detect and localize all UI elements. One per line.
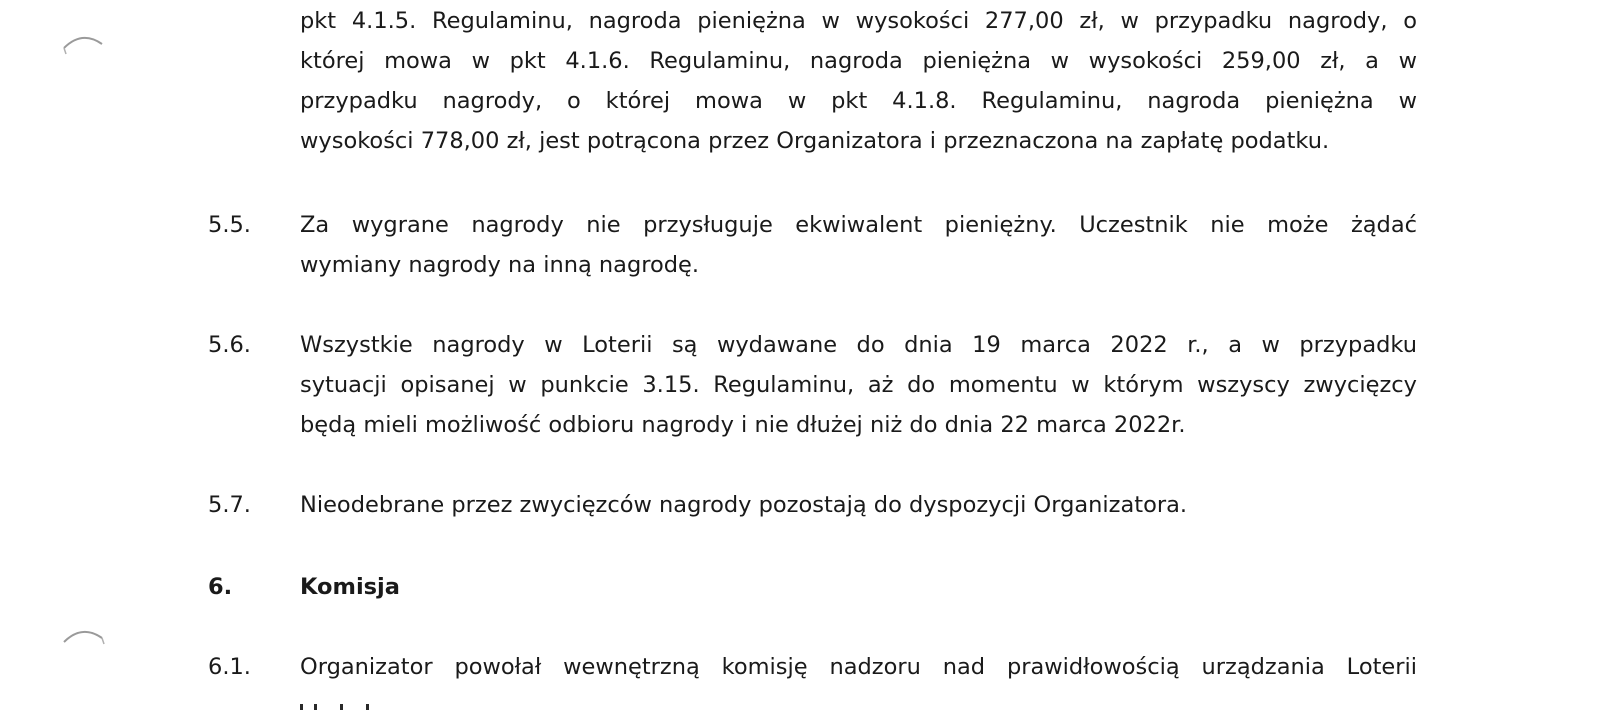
punch-hole-mark-top	[60, 28, 106, 58]
text-line: Organizator powołał wewnętrzną komisję nadzoru nad prawidłowością urządzania Loterii	[300, 654, 1417, 680]
text-line: przypadku nagrody, o której mowa w pkt 4.1.8. Regulaminu, nagroda pieniężna w	[300, 88, 1417, 114]
text-line: wysokości 778,00 zł, jest potrącona przez Organizatora i przeznaczona na zapłatę podatku.	[300, 128, 1330, 154]
text-line: Wszystkie nagrody w Loterii są wydawane do dnia 19 marca 2022 r., a w przypadku	[300, 332, 1417, 358]
section-number: 6.	[208, 574, 233, 600]
paragraph-number: 5.7.	[208, 492, 251, 518]
cut-off-text-fragment	[300, 690, 380, 710]
text-line: Nieodebrane przez zwycięzców nagrody pozostają do dyspozycji Organizatora.	[300, 492, 1188, 518]
text-line: będą mieli możliwość odbioru nagrody i nie dłużej niż do dnia 22 marca 2022r.	[300, 412, 1186, 438]
text-line: pkt 4.1.5. Regulaminu, nagroda pieniężna w wysokości 277,00 zł, w przypadku nagrody, o	[300, 8, 1417, 34]
paragraph-number: 6.1.	[208, 654, 251, 680]
text-line: Za wygrane nagrody nie przysługuje ekwiwalent pieniężny. Uczestnik nie może żądać	[300, 212, 1417, 238]
text-line: której mowa w pkt 4.1.6. Regulaminu, nagroda pieniężna w wysokości 259,00 zł, a w	[300, 48, 1417, 74]
section-title: Komisja	[300, 574, 400, 600]
text-line: wymiany nagrody na inną nagrodę.	[300, 252, 700, 278]
text-line: sytuacji opisanej w punkcie 3.15. Regulaminu, aż do momentu w którym wszyscy zwycięzcy	[300, 372, 1417, 398]
paragraph-number: 5.5.	[208, 212, 251, 238]
paragraph-number: 5.6.	[208, 332, 251, 358]
punch-hole-mark-bottom	[60, 622, 106, 652]
